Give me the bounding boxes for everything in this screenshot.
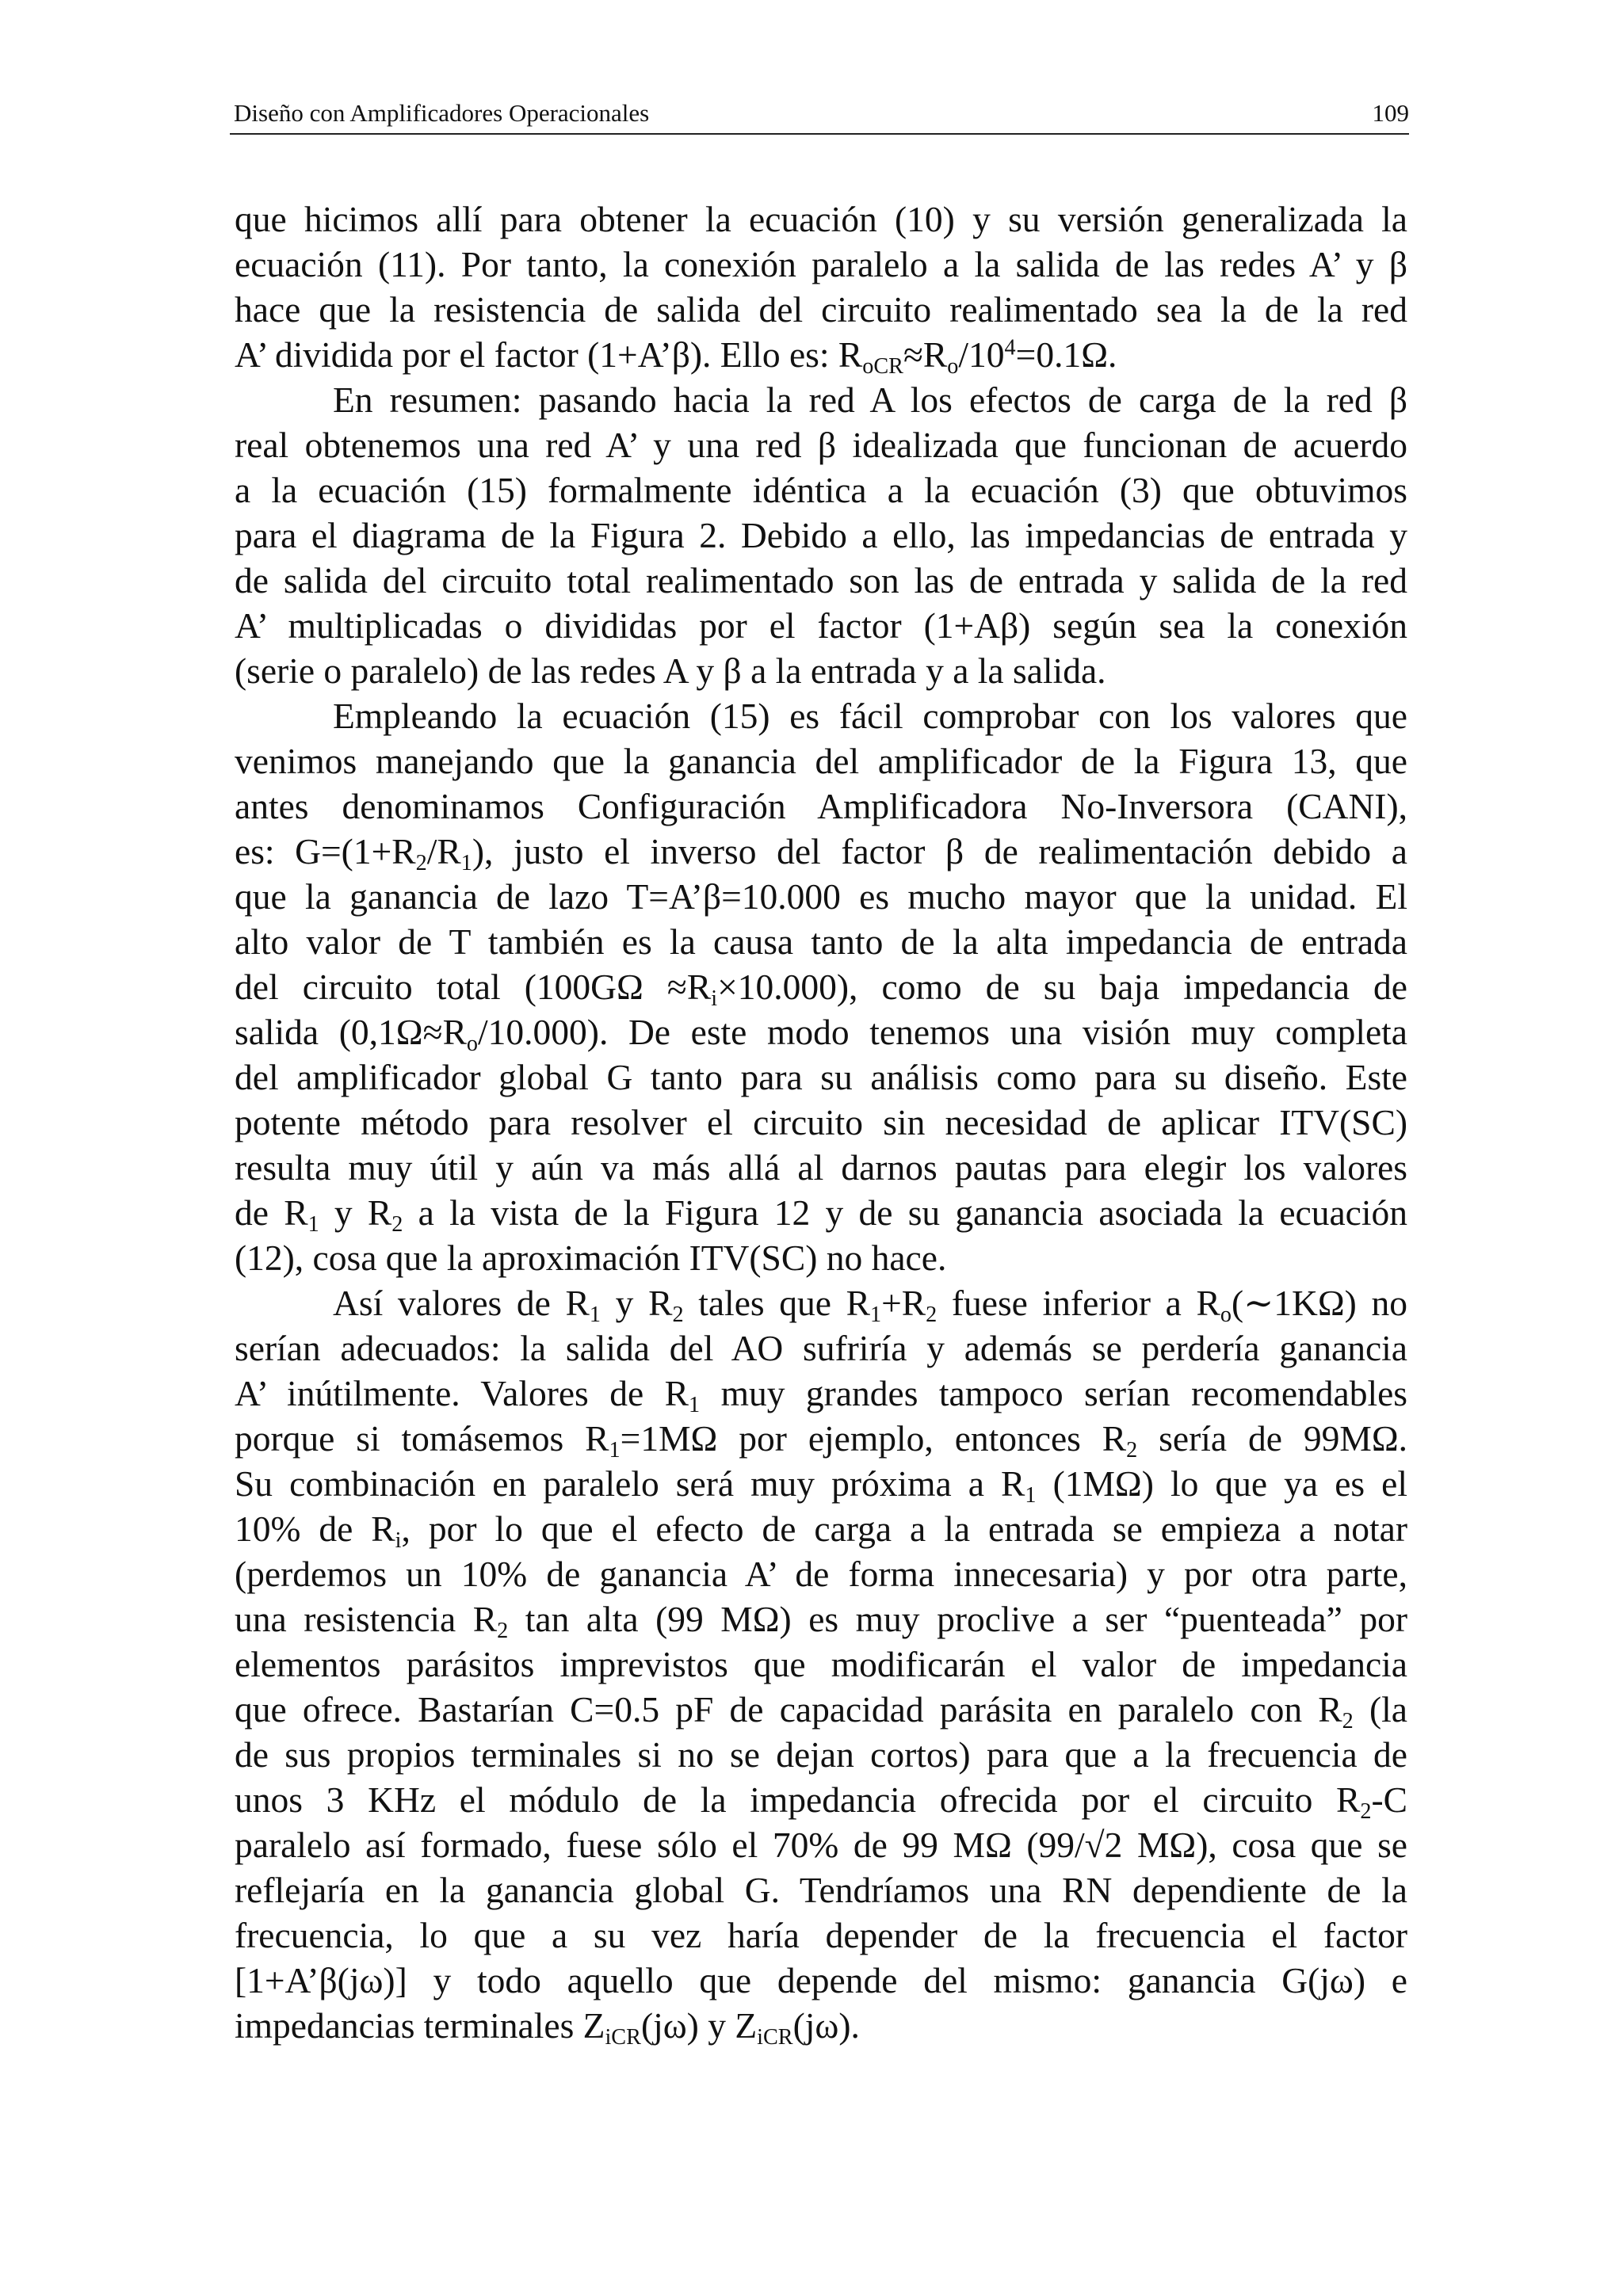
text-segment: ×10.000), como de su baja impedancia de: [717, 967, 1407, 1007]
text-segment: fuese inferior a R: [937, 1283, 1220, 1323]
text-line: [235, 1416, 1407, 1461]
text-segment: A’ dividida por el factor (1+A’β). Ello es: R: [235, 334, 863, 375]
text-line: del amplificador global G tanto para su análisis como para su diseño. Este: [235, 1057, 1407, 1097]
text-line: [235, 332, 1407, 377]
text-segment: =0.1Ω.: [1015, 334, 1117, 375]
text-line: serían adecuados: la salida del AO sufriría y además se perdería ganancia: [235, 1328, 1407, 1368]
text-segment: impedancias terminales Z: [235, 2005, 605, 2046]
text-segment: y R: [319, 1192, 392, 1233]
text-segment: que ofrece. Bastarían C=0.5 pF de capacidad parásita en paralelo con R: [235, 1689, 1342, 1730]
text-segment: a la vista de la Figura 12 y de su ganancia asociada la ecuación: [403, 1192, 1407, 1233]
text-segment: sería de 99MΩ.: [1137, 1418, 1407, 1459]
subscript: 2: [1126, 1437, 1138, 1461]
text-line: para el diagrama de la Figura 2. Debido a ello, las impedancias de entrada y: [235, 515, 1407, 555]
subscript: 1: [689, 1392, 701, 1416]
text-line: que hicimos allí para obtener la ecuación (10) y su versión generalizada la: [235, 199, 1407, 239]
body-text: [235, 196, 1407, 2048]
subscript: o: [466, 1031, 479, 1055]
running-title: Diseño con Amplificadores Operacionales: [234, 99, 650, 127]
text-segment: (∼1KΩ) no: [1231, 1283, 1407, 1323]
text-segment: de R: [235, 1192, 308, 1233]
text-line: [235, 1009, 1407, 1055]
text-segment: Su combinación en paralelo será muy próxima a R: [235, 1463, 1025, 1504]
text-line: [235, 1190, 1407, 1235]
text-line: A’ multiplicadas o divididas por el factor (1+Aβ) según sea la conexión: [235, 605, 1407, 646]
subscript: 1: [460, 850, 472, 874]
text-segment: (jω) y Z: [640, 2005, 758, 2046]
text-segment: muy grandes tampoco serían recomendables: [700, 1373, 1407, 1413]
text-segment: es: G=(1+R: [235, 831, 416, 871]
text-line: [235, 1777, 1407, 1822]
text-line: ecuación (11). Por tanto, la conexión paralelo a la salida de las redes A’ y β: [235, 244, 1407, 284]
text-line: de sus propios terminales si no se dejan cortos) para que a la frecuencia de: [235, 1734, 1407, 1775]
text-segment: del circuito total (100GΩ ≈R: [235, 967, 712, 1007]
subscript: 1: [1025, 1482, 1037, 1506]
text-segment: tales que R: [683, 1283, 870, 1323]
text-segment: +R: [881, 1283, 926, 1323]
text-segment: ≈R: [903, 334, 948, 375]
text-line: (12), cosa que la aproximación ITV(SC) no hace.: [235, 1238, 947, 1278]
subscript: 2: [415, 850, 427, 874]
text-line: resulta muy útil y aún va más allá al darnos pautas para elegir los valores: [235, 1147, 1407, 1188]
text-line: que la ganancia de lazo T=A’β=10.000 es mucho mayor que la unidad. El: [235, 876, 1407, 917]
text-segment: salida (0,1Ω≈R: [235, 1012, 467, 1052]
subscript: i: [711, 986, 718, 1009]
text-segment: y R: [601, 1283, 673, 1323]
text-segment: unos 3 KHz el módulo de la impedancia ofrecida por el circuito R: [235, 1779, 1361, 1820]
text-segment: una resistencia R: [235, 1599, 498, 1639]
text-line: Empleando la ecuación (15) es fácil comprobar con los valores que: [333, 696, 1407, 736]
subscript: 1: [307, 1211, 319, 1235]
text-line: frecuencia, lo que a su vez haría depender de la frecuencia el factor: [235, 1915, 1407, 1955]
text-line: [235, 1371, 1407, 1416]
text-line: [235, 1596, 1407, 1642]
text-line: real obtenemos una red A’ y una red β idealizada que funcionan de acuerdo: [235, 425, 1407, 465]
subscript: iCR: [605, 2024, 641, 2048]
text-line: [235, 1687, 1407, 1732]
text-line: hace que la resistencia de salida del circuito realimentado sea la de la red: [235, 289, 1407, 330]
subscript: 1: [869, 1302, 882, 1325]
text-line: potente método para resolver el circuito sin necesidad de aplicar ITV(SC): [235, 1102, 1407, 1142]
text-line: [235, 1506, 1407, 1551]
text-segment: -C: [1371, 1779, 1407, 1820]
text-line: [235, 829, 1407, 874]
text-line: de salida del circuito total realimentado son las de entrada y salida de la red: [235, 560, 1407, 601]
subscript: 2: [391, 1211, 403, 1235]
text-line: antes denominamos Configuración Amplificadora No-Inversora (CANI),: [235, 786, 1407, 826]
subscript: oCR: [862, 353, 903, 377]
subscript: iCR: [757, 2024, 793, 2048]
text-segment: /10: [958, 334, 1005, 375]
text-segment: /10.000). De este modo tenemos una visión muy completa: [478, 1012, 1407, 1052]
page-header: [230, 93, 1409, 135]
subscript: 2: [1342, 1708, 1354, 1732]
text-segment: Así valores de R: [333, 1283, 590, 1323]
text-line: (serie o paralelo) de las redes A y β a la entrada y a la salida.: [235, 650, 1106, 691]
text-line: (perdemos un 10% de ganancia A’ de forma innecesaria) y por otra parte,: [235, 1554, 1407, 1594]
superscript: 4: [1004, 335, 1016, 360]
text-line: [235, 1280, 1407, 1325]
text-line: elementos parásitos imprevistos que modificarán el valor de impedancia: [235, 1644, 1407, 1684]
text-line: [235, 964, 1407, 1009]
text-segment: tan alta (99 MΩ) es muy proclive a ser “puenteada” por: [508, 1599, 1407, 1639]
text-segment: A’ inútilmente. Valores de R: [235, 1373, 689, 1413]
subscript: 2: [1360, 1798, 1372, 1822]
text-line: [1+A’β(jω)] y todo aquello que depende del mismo: ganancia G(jω) e: [235, 1960, 1407, 2000]
text-line: paralelo así formado, fuese sólo el 70% de 99 MΩ (99/√2 MΩ), cosa que se: [235, 1825, 1407, 1865]
text-line: a la ecuación (15) formalmente idéntica a la ecuación (3) que obtuvimos: [235, 470, 1407, 510]
text-line: alto valor de T también es la causa tanto de la alta impedancia de entrada: [235, 921, 1407, 962]
text-segment: (la: [1353, 1689, 1407, 1730]
text-segment: 10% de R: [235, 1508, 395, 1549]
subscript: 2: [672, 1302, 684, 1325]
text-segment: /R: [426, 831, 461, 871]
subscript: 1: [589, 1302, 601, 1325]
subscript: i: [395, 1527, 402, 1551]
subscript: o: [1220, 1302, 1232, 1325]
subscript: 1: [609, 1437, 621, 1461]
text-segment: , por lo que el efecto de carga a la entrada se empieza a notar: [401, 1508, 1407, 1549]
subscript: 2: [497, 1618, 509, 1642]
text-segment: =1MΩ por ejemplo, entonces R: [620, 1418, 1127, 1459]
subscript: 2: [926, 1302, 938, 1325]
text-line: [235, 2003, 1407, 2048]
text-line: venimos manejando que la ganancia del amplificador de la Figura 13, que: [235, 741, 1407, 781]
text-segment: (1MΩ) lo que ya es el: [1036, 1463, 1407, 1504]
text-line: reflejaría en la ganancia global G. Tendríamos una RN dependiente de la: [235, 1870, 1407, 1910]
text-segment: (jω).: [792, 2005, 860, 2046]
text-segment: ), justo el inverso del factor β de realimentación debido a: [472, 831, 1407, 871]
subscript: o: [947, 353, 959, 377]
text-line: [235, 1461, 1407, 1506]
page-number: 109: [1372, 99, 1409, 127]
text-segment: porque si tomásemos R: [235, 1418, 609, 1459]
text-line: En resumen: pasando hacia la red A los efectos de carga de la red β: [333, 379, 1407, 420]
